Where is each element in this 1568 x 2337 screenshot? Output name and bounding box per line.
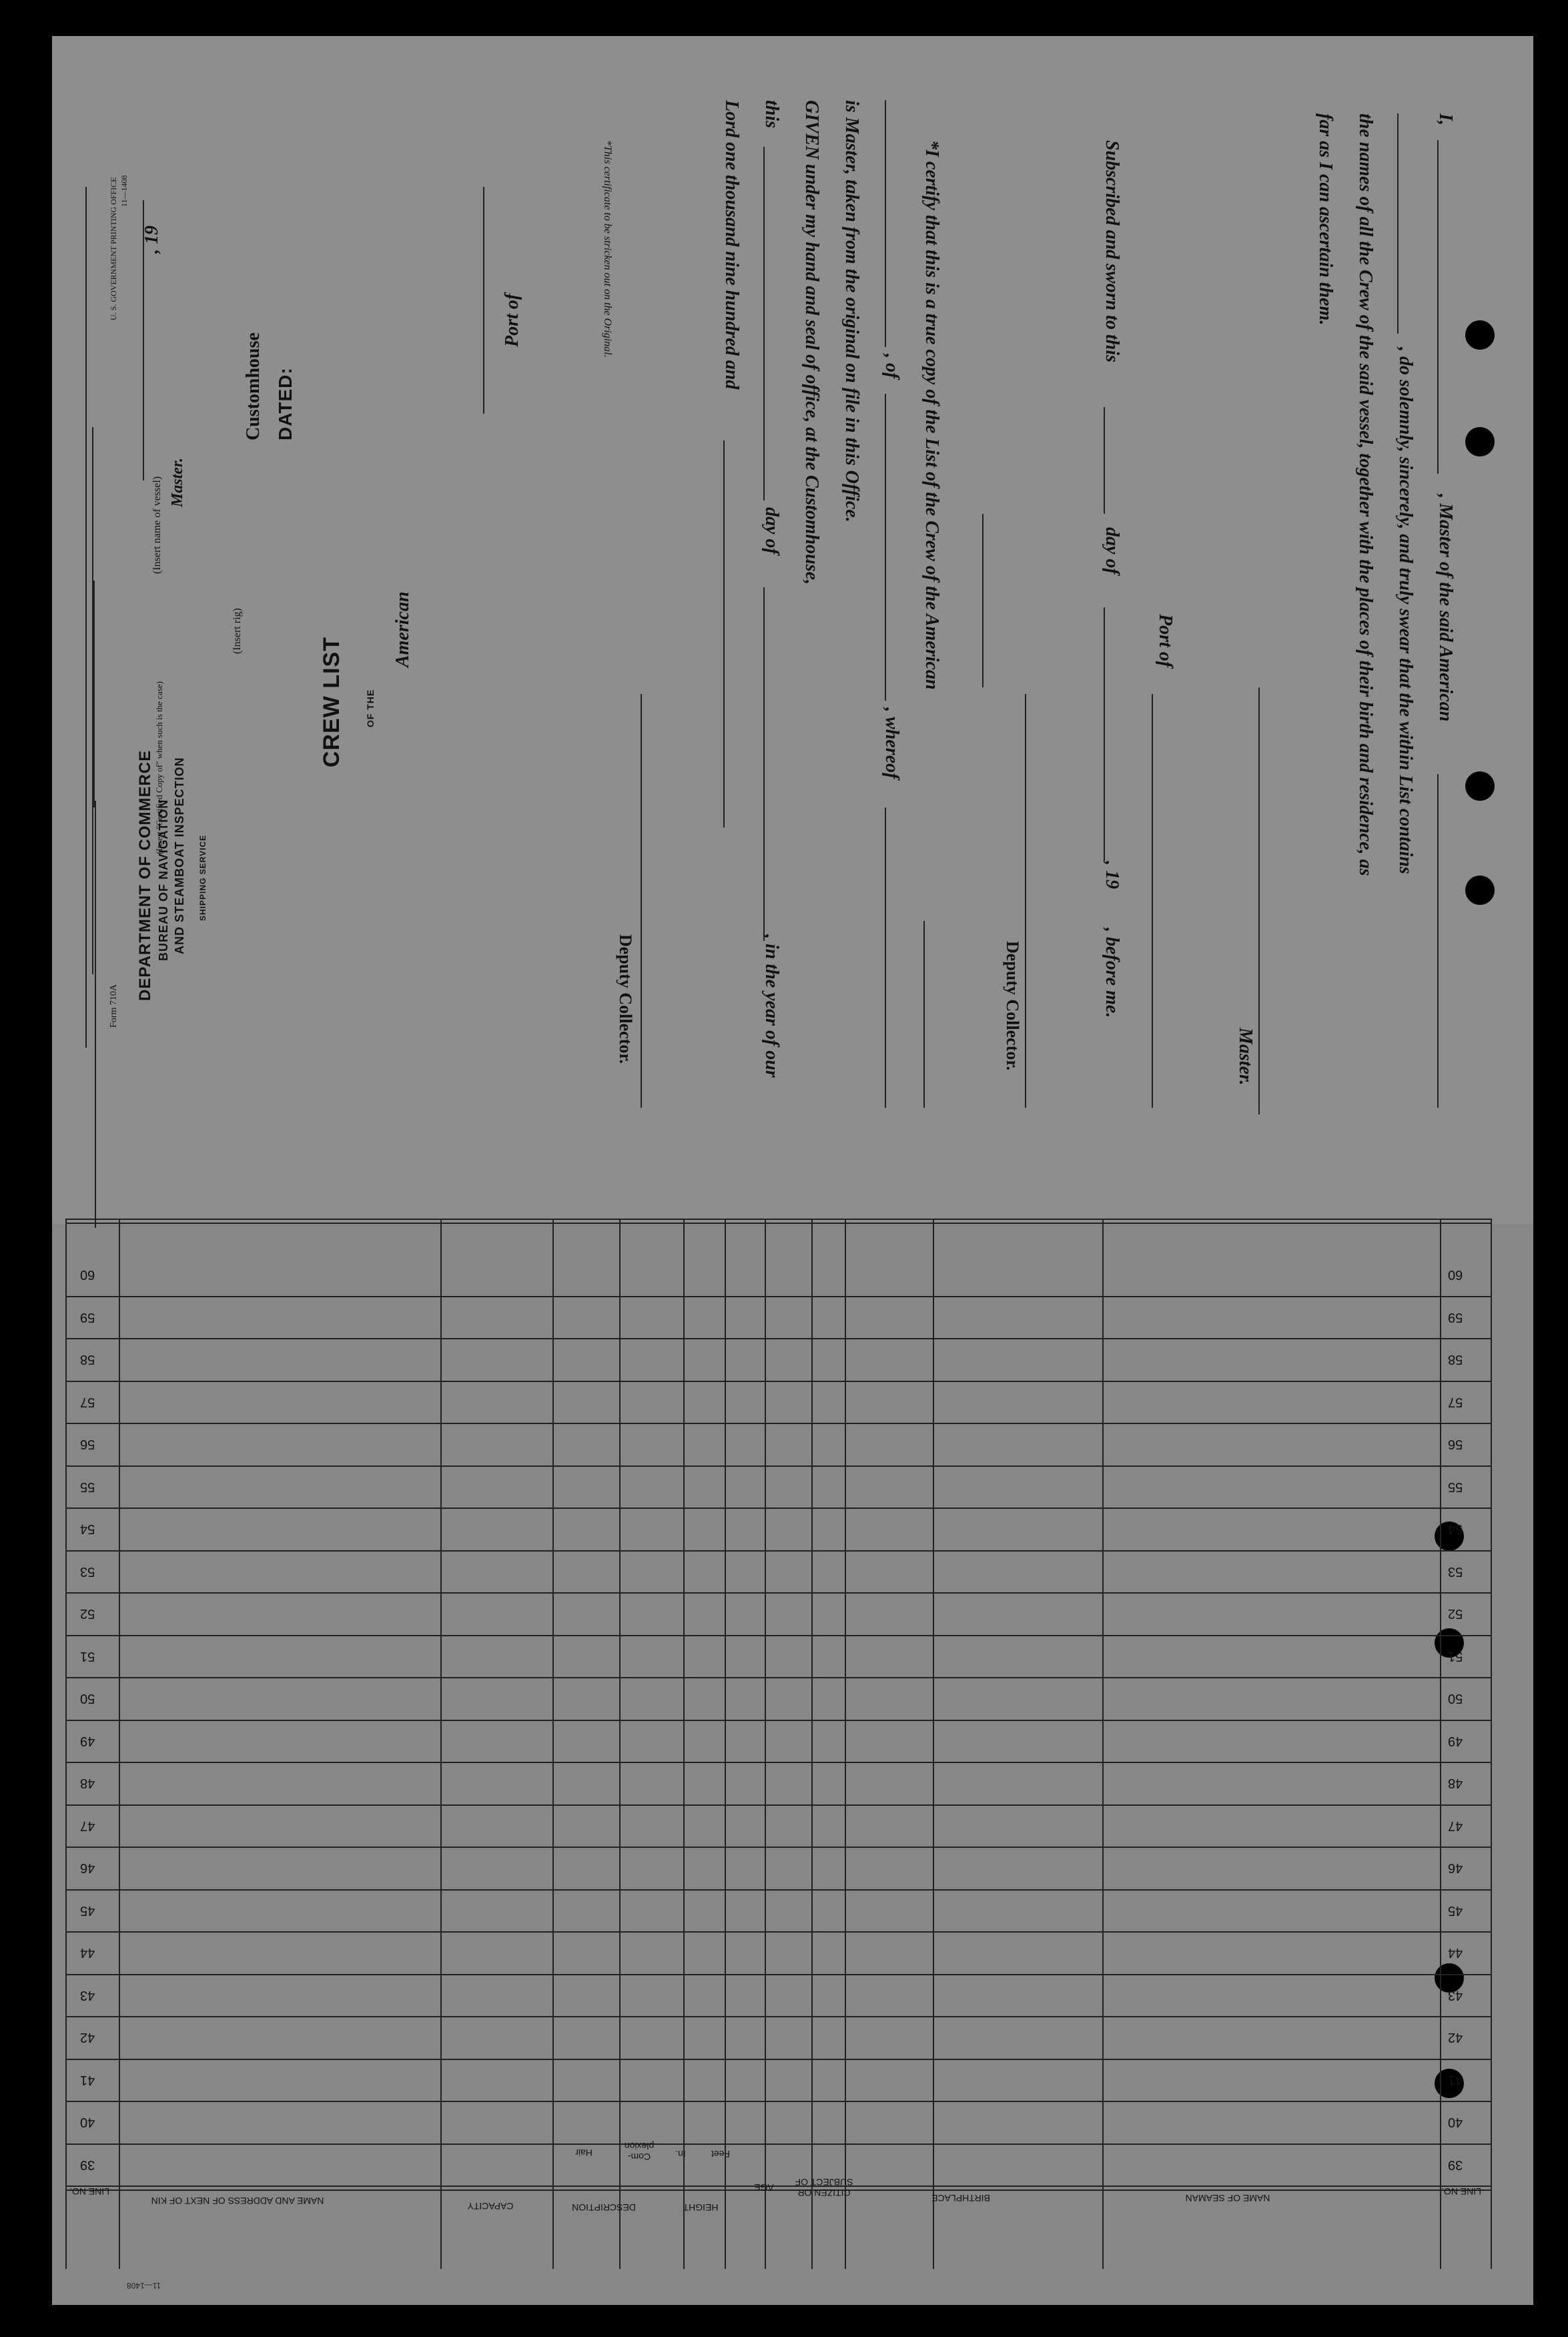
table-row	[65, 1720, 1492, 1721]
customhouse-label: Customhouse	[243, 332, 264, 440]
header-height: HEIGHT	[683, 2202, 719, 2214]
table-row	[65, 1296, 1492, 1297]
table-row	[65, 1635, 1492, 1636]
master-signature-line	[1258, 687, 1260, 1114]
blank-line	[982, 514, 984, 687]
deputy-signature-line	[1025, 694, 1026, 1108]
table-row	[65, 1338, 1492, 1339]
table-row	[65, 1931, 1492, 1933]
line-number-left: 44	[80, 1945, 95, 1960]
line-number-left: 58	[80, 1352, 95, 1367]
endorsement-form-code: 11—1408	[119, 175, 129, 207]
given-line: GIVEN under my hand and seal of office, at the Customhouse,	[801, 100, 822, 585]
line-number-right: 51	[1448, 1648, 1463, 1664]
line-number-left: 56	[80, 1437, 95, 1451]
line-number-right: 52	[1448, 1606, 1463, 1621]
bureau-line2: AND STEAMBOAT INSPECTION	[173, 757, 186, 954]
header-next-of-kin: NAME AND ADDRESS OF NEXT OF KIN	[151, 2196, 324, 2207]
line-number-right: 60	[1448, 1267, 1463, 1282]
footnote: *This certificate to be stricken out on the Original.	[602, 140, 613, 358]
oath-line1: , Master of the said American	[1435, 494, 1456, 722]
line-number-left: 40	[80, 2115, 95, 2129]
header-name-of-seaman: NAME OF SEAMAN	[1185, 2193, 1270, 2204]
table-row	[65, 1592, 1492, 1594]
blank-line	[1397, 113, 1399, 334]
line-number-left: 39	[80, 2157, 95, 2172]
before-me-text: , before me.	[1102, 928, 1122, 1018]
line-number-right: 41	[1448, 2072, 1463, 2087]
blank-line	[763, 147, 765, 500]
header-line-no-right: LINE NO.	[1441, 2186, 1481, 2198]
table-row	[65, 1974, 1492, 1975]
dated-label: DATED:	[275, 367, 296, 440]
crew-table	[65, 1219, 1492, 2269]
line-number-left: 54	[80, 1522, 95, 1536]
line-number-right: 50	[1448, 1691, 1463, 1706]
punch-hole	[1465, 427, 1495, 456]
table-row	[65, 1465, 1492, 1467]
line-number-right: 49	[1448, 1733, 1463, 1748]
insert-vessel-note: (Insert name of vessel)	[151, 476, 163, 574]
header-complexion: Com-plexion	[624, 2141, 655, 2163]
blank-line	[95, 801, 96, 1228]
line-number-right: 40	[1448, 2115, 1463, 2129]
line-number-left: 57	[80, 1394, 95, 1409]
line-number-left: 41	[80, 2072, 95, 2087]
table-row	[65, 1762, 1492, 1763]
line-number-left: 49	[80, 1733, 95, 1748]
blank-line	[923, 921, 925, 1108]
blank-line	[763, 587, 765, 941]
header-feet: Feet	[711, 2149, 731, 2160]
line-number-left: 52	[80, 1606, 95, 1621]
bureau-line1: BUREAU OF NAVIGATION	[157, 799, 170, 961]
insert-rig-note: (Insert rig)	[232, 608, 243, 654]
line-number-right: 47	[1448, 1818, 1463, 1833]
blank-line	[723, 440, 725, 827]
line-number-left: 48	[80, 1776, 95, 1790]
form-number: Form 710A	[109, 984, 119, 1028]
line-number-left: 46	[80, 1861, 95, 1875]
line-number-right: 58	[1448, 1352, 1463, 1367]
punch-hole	[1465, 320, 1495, 350]
punch-hole	[1465, 876, 1495, 905]
table-row	[65, 1804, 1492, 1806]
of-the-label: OF THE	[365, 689, 376, 727]
line-number-right: 57	[1448, 1394, 1463, 1409]
line-number-right: 55	[1448, 1479, 1463, 1494]
line-number-right: 53	[1448, 1564, 1463, 1579]
header-age: AGE	[754, 2182, 774, 2194]
header-description: DESCRIPTION	[572, 2202, 636, 2214]
line-number-right: 56	[1448, 1437, 1463, 1451]
line-number-left: 55	[80, 1479, 95, 1494]
endorsement-american: American	[392, 591, 413, 667]
in-year-text: , in the year of our	[761, 934, 782, 1078]
lord-line: Lord one thousand nine hundred and	[721, 100, 742, 390]
blank-line	[1437, 140, 1439, 474]
year-19-text: , 19	[1102, 861, 1122, 889]
deputy-collector-label-2: Deputy Collector.	[616, 934, 635, 1064]
line-number-left: 47	[80, 1818, 95, 1833]
line-number-left: 51	[80, 1648, 95, 1664]
blank-line	[1152, 694, 1153, 1108]
day-of-text-2: day of	[761, 507, 782, 555]
shipping-service: SHIPPING SERVICE	[198, 834, 208, 921]
blank-line	[143, 200, 144, 480]
table-row	[65, 1677, 1492, 1678]
line-number-right: 42	[1448, 2030, 1463, 2045]
line-number-left: 60	[80, 1267, 95, 1282]
table-row	[65, 1423, 1492, 1424]
this-text: this	[761, 100, 782, 129]
line-number-right: 43	[1448, 1987, 1463, 2003]
blank-line	[483, 187, 484, 414]
table-row	[65, 2059, 1492, 2060]
blank-line	[885, 100, 886, 347]
line-number-right: 48	[1448, 1776, 1463, 1790]
blank-line	[1437, 774, 1439, 1108]
oath-intro: I,	[1435, 113, 1456, 125]
department-title: DEPARTMENT OF COMMERCE	[136, 749, 154, 1001]
table-row	[65, 1889, 1492, 1891]
line-number-left: 53	[80, 1564, 95, 1579]
line-number-left: 59	[80, 1309, 95, 1325]
header-birthplace: BIRTHPLACE	[931, 2193, 990, 2204]
endorsement-year: , 19	[141, 226, 162, 254]
day-of-text: day of	[1102, 527, 1122, 575]
header-capacity: CAPACITY	[467, 2201, 514, 2212]
header-inches: In.	[675, 2149, 686, 2160]
table-row	[65, 2101, 1492, 2102]
line-number-left: 45	[80, 1903, 95, 1918]
line-number-right: 46	[1448, 1861, 1463, 1875]
certified-copy-note: (Insert "Certified Copy of" when such is the case)	[154, 681, 164, 854]
line-number-right: 39	[1448, 2157, 1463, 2172]
table-form-code: 11—1408	[127, 2281, 161, 2290]
subscribed-text: Subscribed and sworn to this	[1102, 140, 1122, 362]
blank-line	[885, 394, 886, 701]
endorsement-port-of: Port of	[502, 293, 522, 347]
certify-whereof: , whereof	[881, 707, 902, 779]
line-number-left: 50	[80, 1691, 95, 1706]
deputy-collector-label: Deputy Collector.	[1003, 941, 1022, 1071]
endorsement-rule	[85, 187, 87, 1048]
printer-imprint: U. S. GOVERNMENT PRINTING OFFICE	[109, 177, 118, 320]
line-number-right: 59	[1448, 1309, 1463, 1325]
oath-line4: far as I can ascertain them.	[1315, 113, 1336, 326]
header-hair: Hair	[575, 2147, 593, 2159]
certify-line2: is Master, taken from the original on file in this Office.	[841, 100, 862, 523]
table-row	[65, 1847, 1492, 1848]
table-row	[65, 2143, 1492, 2145]
certify-of: , of	[881, 354, 902, 379]
table-row	[65, 2016, 1492, 2017]
line-number-right: 44	[1448, 1945, 1463, 1960]
header-line-no-left: LINE NO.	[69, 2186, 109, 2198]
oath-line3: the names of all the Crew of the said vessel, together with the places of their birth and residence, as	[1355, 113, 1376, 876]
blank-line	[1104, 607, 1105, 861]
certify-line1: *I certify that this is a true copy of the List of the Crew of the American	[921, 140, 942, 690]
endorsement-master: Master.	[169, 457, 186, 507]
table-row	[65, 1550, 1492, 1552]
blank-line	[885, 807, 886, 1108]
line-number-left: 43	[80, 1987, 95, 2003]
punch-hole	[1465, 771, 1495, 801]
line-number-right: 54	[1448, 1522, 1463, 1536]
header-citizen: CITIZEN OR SUBJECT OF	[795, 2177, 853, 2199]
blank-line	[93, 581, 95, 807]
line-number-right: 45	[1448, 1903, 1463, 1918]
master-label: Master.	[1235, 1028, 1256, 1086]
oath-line2: , do solemnly, sincerely, and truly swear that the within List contains	[1395, 347, 1416, 874]
crew-list-title: CREW LIST	[319, 637, 344, 767]
deputy-signature-line-2	[641, 694, 642, 1108]
line-number-left: 42	[80, 2030, 95, 2045]
blank-line	[1104, 407, 1105, 514]
port-of-label: Port of	[1155, 614, 1176, 668]
table-row	[65, 1508, 1492, 1509]
table-row	[65, 1381, 1492, 1382]
